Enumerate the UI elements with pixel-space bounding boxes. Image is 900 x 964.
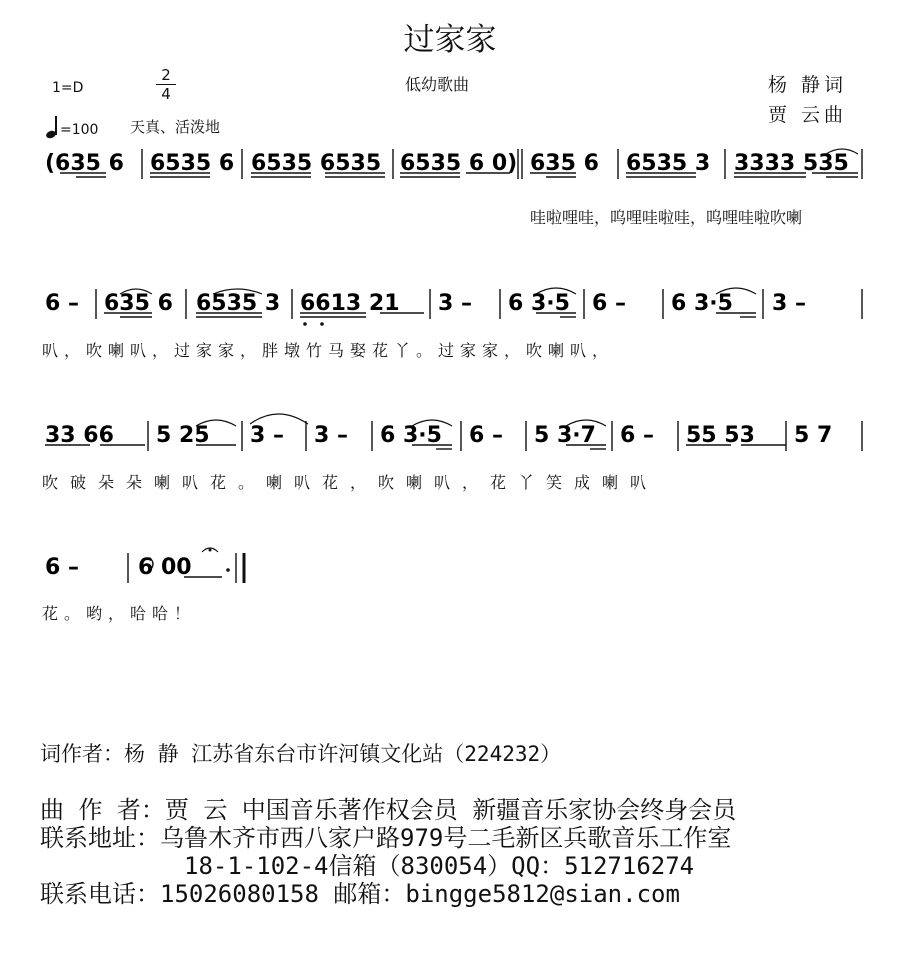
key-signature: 1=D	[52, 80, 84, 96]
octave-dots	[303, 322, 324, 326]
address-line-2: 18-1-102-4信箱（830054）QQ：512716274	[184, 852, 695, 880]
lyrics-line-1: 哇啦哩哇，呜哩哇啦哇，呜哩哇啦吹喇	[530, 208, 803, 227]
measure-note: 6613 21	[300, 291, 400, 316]
lyrics-line-4: 花。哟，哈哈！	[42, 604, 197, 623]
measure-note: 6 –	[45, 291, 79, 316]
composer-info-block	[40, 796, 736, 908]
measure-note: 6 –	[469, 423, 503, 448]
measure-note: 3 –	[438, 291, 472, 316]
lyrics-line-3: 吹破朵朵喇叭花。喇叭花，吹喇叭，花丫笑成喇叭	[42, 473, 659, 492]
measure-note: 6 –	[45, 555, 79, 580]
measure-note: 6 3·5	[380, 423, 442, 448]
address-line-1: 联系地址：乌鲁木齐市西八家户路979号二毛新区兵歌音乐工作室	[40, 824, 732, 852]
song-genre: 低幼歌曲	[405, 75, 470, 94]
measure-note: 3 –	[314, 423, 348, 448]
measure-note: 6535 3	[626, 151, 711, 176]
lyricist-credit: 杨 静词	[768, 74, 848, 96]
measure-note: 3 –	[250, 423, 284, 448]
measure-note: 55 53	[686, 423, 755, 448]
measure-note: 6 3·5	[671, 291, 733, 316]
measure-note: 6 –	[592, 291, 626, 316]
expression-marking: 天真、活泼地	[130, 118, 221, 136]
measure-note: (635 6	[45, 151, 124, 176]
measure-note: 6535 6	[150, 151, 235, 176]
contact-info: 联系电话：15026080158 邮箱：bingge5812@sian.com	[40, 880, 680, 908]
measure-note: 33 66	[45, 423, 114, 448]
meter-top: 2	[156, 66, 176, 85]
song-title: 过家家	[403, 22, 497, 58]
measure-note: 5 3·7	[534, 423, 596, 448]
staff-line-3	[0, 418, 900, 478]
tempo-value: =100	[60, 122, 99, 138]
composer-credit: 贾 云曲	[768, 104, 848, 126]
measure-note: 6 –	[620, 423, 654, 448]
measure-note: 6535 6535	[251, 151, 382, 176]
time-signature	[156, 66, 176, 103]
composer-info: 曲 作 者：贾 云 中国音乐著作权会员 新疆音乐家协会终身会员	[40, 796, 737, 824]
meter-bottom: 4	[161, 85, 171, 103]
lyricist-info: 词作者：杨 静 江苏省东台市许河镇文化站（224232）	[40, 742, 562, 766]
measure-note: 3 –	[772, 291, 806, 316]
staff-line-1	[0, 146, 900, 206]
lyrics-line-2: 叭，吹喇叭，过家家，胖墩竹马娶花丫。过家家，吹喇叭，	[42, 341, 615, 360]
measure-note: 635 6	[530, 151, 599, 176]
measure-note: 6535 6 0)	[400, 151, 518, 176]
measure-note: 6 3·5	[508, 291, 570, 316]
measure-note: 5 7	[794, 423, 833, 448]
measure-note: 6 00	[138, 555, 192, 580]
fermata-icon	[202, 548, 218, 552]
tempo-marking	[46, 116, 98, 138]
staff-line-2	[0, 286, 900, 346]
quarter-note-icon	[46, 116, 60, 138]
measure-note: 5 25	[156, 423, 210, 448]
measure-note: 3333 535	[734, 151, 849, 176]
measure-note: 6535 3	[196, 291, 281, 316]
measure-note: 635 6	[104, 291, 173, 316]
